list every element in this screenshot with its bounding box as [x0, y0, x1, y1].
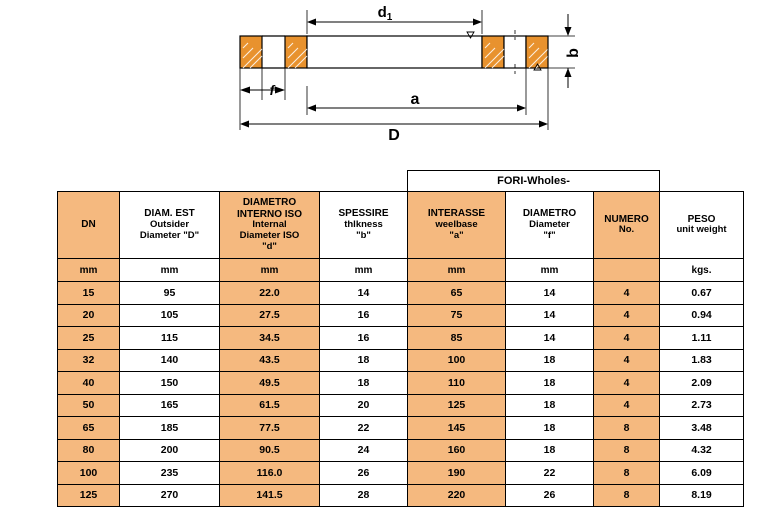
dimension-a: [307, 91, 526, 112]
table-header-row: [58, 192, 744, 259]
table-cell: 14: [506, 304, 594, 327]
table-row: [58, 282, 744, 305]
header-internal-diameter-line1: DIAMETRO: [242, 197, 297, 209]
unit-hole-diameter: mm: [506, 259, 594, 282]
group-header-spacer-2: [120, 171, 220, 192]
table-cell: 125: [58, 484, 120, 507]
header-unit-weight-line2: unit weight: [676, 224, 727, 236]
table-cell: 160: [408, 439, 506, 462]
table-cell: 3.48: [660, 417, 744, 440]
dimension-f: [240, 82, 285, 98]
group-header-spacer-1: [58, 171, 120, 192]
flange-dimension-table: [57, 170, 744, 507]
dimension-D: [240, 121, 548, 145]
unit-unit-weight: kgs.: [660, 259, 744, 282]
table-cell: 20: [58, 304, 120, 327]
label-d1: $d_1$: [377, 4, 393, 23]
table-row: [58, 417, 744, 440]
table-cell: 2.09: [660, 372, 744, 395]
header-thickness: [320, 192, 408, 259]
table-row: [58, 462, 744, 485]
table-units-row: [58, 259, 744, 282]
header-hole-number: [594, 192, 660, 259]
table-cell: 270: [120, 484, 220, 507]
header-hole-diameter-line2: Diameter: [529, 218, 570, 230]
table-cell: 28: [320, 484, 408, 507]
table-cell: 8: [594, 439, 660, 462]
table-cell: 105: [120, 304, 220, 327]
label-b: b: [565, 48, 582, 58]
table-cell: 75: [408, 304, 506, 327]
header-outside-diameter-line2: Outsider: [149, 218, 190, 230]
header-hole-diameter-line3: "f": [543, 229, 556, 241]
header-unit-weight-line1: PESO: [687, 213, 716, 225]
table-cell: 116.0: [220, 462, 320, 485]
table-cell: 200: [120, 439, 220, 462]
table-cell: 2.73: [660, 394, 744, 417]
table-cell: 90.5: [220, 439, 320, 462]
header-dn-line1: DN: [81, 219, 96, 231]
table-cell: 77.5: [220, 417, 320, 440]
table-cell: 49.5: [220, 372, 320, 395]
table-cell: 4: [594, 349, 660, 372]
table-cell: 22: [320, 417, 408, 440]
flange-dimension-table-wrapper: [57, 170, 727, 507]
group-header-spacer-3: [220, 171, 320, 192]
header-weelbase-line1: INTERASSE: [427, 208, 486, 220]
table-cell: 25: [58, 327, 120, 350]
header-dn: [58, 192, 120, 259]
table-cell: 145: [408, 417, 506, 440]
table-cell: 8.19: [660, 484, 744, 507]
table-cell: 18: [506, 349, 594, 372]
table-cell: 6.09: [660, 462, 744, 485]
table-cell: 190: [408, 462, 506, 485]
table-cell: 22: [506, 462, 594, 485]
table-row: [58, 372, 744, 395]
flange-gap: [504, 36, 526, 68]
table-cell: 80: [58, 439, 120, 462]
dimension-d1: [307, 4, 482, 26]
label-D: D: [388, 127, 400, 144]
table-cell: 110: [408, 372, 506, 395]
table-row: [58, 327, 744, 350]
header-outside-diameter-line3: Diameter "D": [139, 229, 200, 241]
header-outside-diameter-line1: DIAM. EST: [144, 208, 195, 220]
group-header-fori-wholes: FORI-Wholes-: [408, 171, 660, 192]
unit-weelbase: mm: [408, 259, 506, 282]
flange-plate: [307, 36, 482, 68]
unit-hole-number: [594, 259, 660, 282]
extension-lines: [240, 10, 575, 130]
table-cell: 185: [120, 417, 220, 440]
table-cell: 1.83: [660, 349, 744, 372]
table-cell: 4: [594, 282, 660, 305]
table-cell: 0.67: [660, 282, 744, 305]
table-cell: 8: [594, 484, 660, 507]
group-header-spacer-5: [660, 171, 744, 192]
table-cell: 141.5: [220, 484, 320, 507]
table-body: [58, 282, 744, 507]
table-cell: 16: [320, 304, 408, 327]
table-cell: 18: [506, 417, 594, 440]
table-cell: 26: [506, 484, 594, 507]
table-cell: 95: [120, 282, 220, 305]
header-hole-number-line1: NUMERO: [604, 213, 649, 225]
table-row: [58, 484, 744, 507]
table-cell: 1.11: [660, 327, 744, 350]
header-thickness-line2: thlkness: [344, 218, 383, 230]
table-cell: 4: [594, 304, 660, 327]
table-row: [58, 304, 744, 327]
table-cell: 0.94: [660, 304, 744, 327]
table-cell: 18: [320, 372, 408, 395]
table-cell: 34.5: [220, 327, 320, 350]
table-cell: 27.5: [220, 304, 320, 327]
table-cell: 4: [594, 327, 660, 350]
label-f: f: [269, 82, 275, 98]
table-cell: 14: [506, 282, 594, 305]
flange-section-outline: [240, 36, 548, 68]
table-cell: 8: [594, 417, 660, 440]
label-a: a: [410, 91, 420, 108]
unit-thickness: mm: [320, 259, 408, 282]
unit-internal-diameter: mm: [220, 259, 320, 282]
unit-dn: mm: [58, 259, 120, 282]
table-cell: 4: [594, 372, 660, 395]
table-cell: 140: [120, 349, 220, 372]
table-cell: 32: [58, 349, 120, 372]
header-internal-diameter-line4: Diameter ISO: [239, 230, 300, 242]
table-cell: 165: [120, 394, 220, 417]
header-internal-diameter-line3: Internal: [252, 219, 287, 231]
header-thickness-line1: SPESSIRE: [338, 208, 389, 220]
group-header-spacer-4: [320, 171, 408, 192]
table-cell: 50: [58, 394, 120, 417]
table-cell: 4: [594, 394, 660, 417]
table-cell: 85: [408, 327, 506, 350]
flange-technical-drawing: [0, 0, 777, 160]
table-cell: 220: [408, 484, 506, 507]
table-cell: 65: [58, 417, 120, 440]
table-cell: 18: [506, 394, 594, 417]
header-internal-diameter-line5: "d": [262, 240, 277, 252]
header-weelbase-line2: weelbase: [435, 218, 478, 230]
table-cell: 16: [320, 327, 408, 350]
table-group-header-row: [58, 171, 744, 192]
table-cell: 43.5: [220, 349, 320, 372]
table-cell: 4.32: [660, 439, 744, 462]
table-cell: 100: [408, 349, 506, 372]
table-cell: 18: [506, 439, 594, 462]
header-weelbase-line3: "a": [449, 229, 464, 241]
table-cell: 14: [320, 282, 408, 305]
table-row: [58, 349, 744, 372]
table-cell: 18: [506, 372, 594, 395]
header-internal-diameter: [220, 192, 320, 259]
table-cell: 18: [320, 349, 408, 372]
header-hole-diameter: [506, 192, 594, 259]
header-internal-diameter-line2: INTERNO ISO: [236, 208, 302, 220]
header-outside-diameter: [120, 192, 220, 259]
table-row: [58, 394, 744, 417]
table-cell: 125: [408, 394, 506, 417]
header-hole-diameter-line1: DIAMETRO: [522, 208, 577, 220]
table-cell: 40: [58, 372, 120, 395]
table-cell: 8: [594, 462, 660, 485]
table-cell: 15: [58, 282, 120, 305]
header-thickness-line3: "b": [356, 229, 371, 241]
table-cell: 61.5: [220, 394, 320, 417]
unit-outside-diameter: mm: [120, 259, 220, 282]
dimension-b: [565, 14, 583, 88]
table-cell: 235: [120, 462, 220, 485]
table-cell: 14: [506, 327, 594, 350]
table-cell: 26: [320, 462, 408, 485]
header-unit-weight: [660, 192, 744, 259]
table-cell: 24: [320, 439, 408, 462]
table-cell: 22.0: [220, 282, 320, 305]
table-cell: 20: [320, 394, 408, 417]
header-hole-number-line2: No.: [618, 224, 635, 236]
table-cell: 65: [408, 282, 506, 305]
table-cell: 150: [120, 372, 220, 395]
header-weelbase: [408, 192, 506, 259]
table-cell: 115: [120, 327, 220, 350]
table-row: [58, 439, 744, 462]
table-cell: 100: [58, 462, 120, 485]
